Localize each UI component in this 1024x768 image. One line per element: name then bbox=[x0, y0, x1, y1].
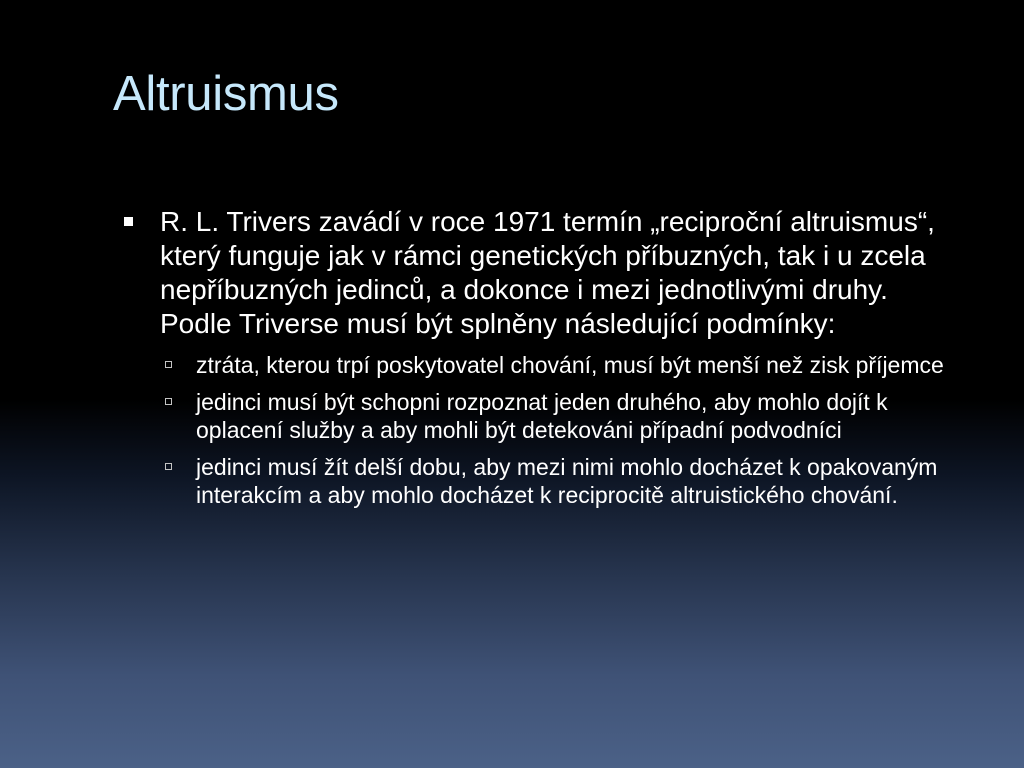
main-bullet-text: R. L. Trivers zavádí v roce 1971 termín „reciproční altruismus“, který funguje jak v rámci genetických příbuzných, tak i u zcela nepříbuzných jedinců, a dokonce i mezi jednotlivými druhy. Podle Triverse musí být splněny následující podmínky: bbox=[160, 206, 935, 339]
hollow-square-bullet-icon bbox=[165, 361, 172, 368]
hollow-square-bullet-icon bbox=[165, 463, 172, 470]
sub-bullet-list bbox=[120, 351, 960, 509]
sub-bullet-text: ztráta, kterou trpí poskytovatel chování, musí být menší než zisk příjemce bbox=[196, 352, 944, 378]
slide-title: Altruismus bbox=[113, 67, 339, 121]
main-bullet bbox=[120, 205, 960, 341]
sub-bullet-text: jedinci musí žít delší dobu, aby mezi nimi mohlo docházet k opakovaným interakcím a aby mohlo docházet k reciprocitě altruistického chování. bbox=[196, 454, 938, 508]
sub-bullet bbox=[160, 388, 960, 444]
sub-bullet-text: jedinci musí být schopni rozpoznat jeden druhého, aby mohlo dojít k oplacení služby a aby mohli být detekováni případní podvodníci bbox=[196, 389, 888, 443]
sub-bullet bbox=[160, 453, 960, 509]
hollow-square-bullet-icon bbox=[165, 398, 172, 405]
slide-content bbox=[120, 205, 960, 518]
sub-bullet bbox=[160, 351, 960, 379]
square-bullet-icon bbox=[124, 217, 133, 226]
